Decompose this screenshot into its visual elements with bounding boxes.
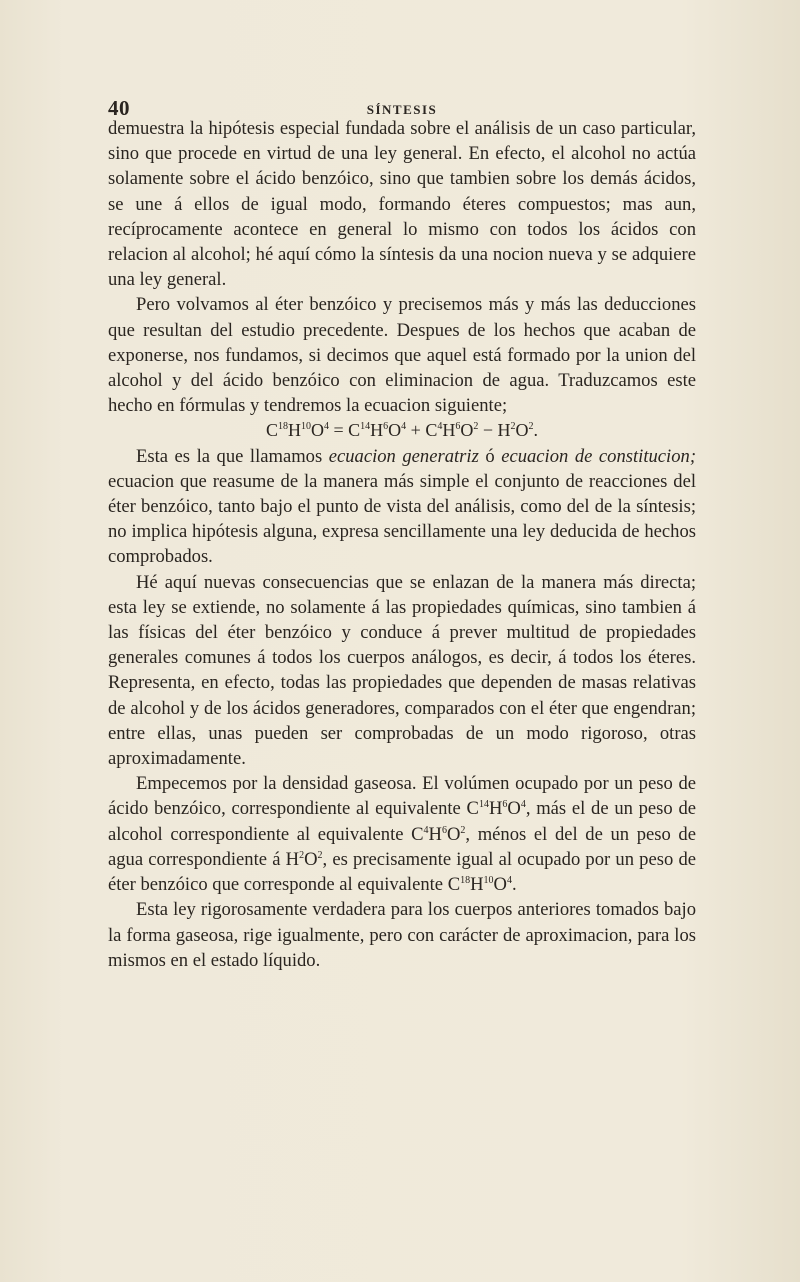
formula-benzoic-acid: $C^{14}H^6O^4$ <box>466 798 526 820</box>
formula-water: $H^2O^2$ <box>285 848 323 870</box>
paragraph-3: Esta es la que llamamos ecuacion generatriz ó ecuacion de constitucion; ecuacion que reasume de la manera más simple el conjunto de reacciones del éter benzóico, tanto bajo el punto de vista del análisis, como del de la síntesis; no implica hipótesis alguna, expresa sencillamente una ley deducida de hechos comprobados. <box>108 445 697 568</box>
paragraph-6: Esta ley rigorosamente verdadera para los cuerpos anteriores tomados bajo la forma gaseosa, rige igualmente, pero con carácter de aproximacion, para los mismos en el estado líquido. <box>108 899 696 971</box>
running-head: SÍNTESIS <box>366 102 438 117</box>
paragraph-1: demuestra la hipótesis especial fundada sobre el análisis de un caso particular, sino que procede en virtud de una ley general. En efecto, el alcohol no actúa solamente sobre el ácido benzóico, sino que tambien sobre los demás ácidos, se une á ellos de igual modo, formando éteres compuestos; mas aun, recíprocamente acontece en general lo mismo con todos los ácidos con relacion al alcohol; hé aquí cómo la síntesis da una nocion nueva y se adquiere una ley general. <box>108 118 696 291</box>
generating-equation: $C^{18}H^{10}O^4 = C^{14}H^6O^4 + C^4H^6O^2 - H^2O^2$. <box>265 420 538 441</box>
paragraph-5: Empecemos por la densidad gaseosa. El volúmen ocupado por un peso de ácido benzóico, correspondiente al equivalente $C^{14}H^6O^4$, más el de un peso de alcohol correspondiente al equivalente $C^4H^6O^2$, ménos el del de un peso de agua correspondiente á $H^2O^2$, es precisamente igual al ocupado por un peso de éter benzóico que corresponde al equivalente $C^{18}H^{10}O^4$. <box>108 773 696 896</box>
paragraph-2: Pero volvamos al éter benzóico y precisemos más y más las deducciones que resultan del estudio precedente. Despues de los hechos que acaban de exponerse, nos fundamos, si decimos que aquel está formado por la union del alcohol y del ácido benzóico con eliminacion de agua. Traduzcamos este hecho en fórmulas y tendremos la ecuacion siguiente; <box>108 294 696 417</box>
formula-alcohol: $C^4H^6O^2$ <box>411 823 466 845</box>
body-text <box>108 116 696 973</box>
formula-benzoic-ether: $C^{18}H^{10}O^4$ <box>447 874 512 896</box>
paragraph-4: Hé aquí nuevas consecuencias que se enlazan de la manera más directa; esta ley se extiende, no solamente á las propiedades químicas, sino tambien á las físicas del éter benzóico y conduce á prever multitud de propiedades generales comunes á todos los cuerpos análogos, es decir, á todos los éteres. Representa, en efecto, todas las propiedades que dependen de masas relativas de alcohol y de los ácidos generadores, comparados con el éter que engendran; entre ellas, unas pueden ser comprobadas de un modo rigoroso, otras aproximadamente. <box>108 571 696 770</box>
page-number: 40 <box>108 96 130 120</box>
